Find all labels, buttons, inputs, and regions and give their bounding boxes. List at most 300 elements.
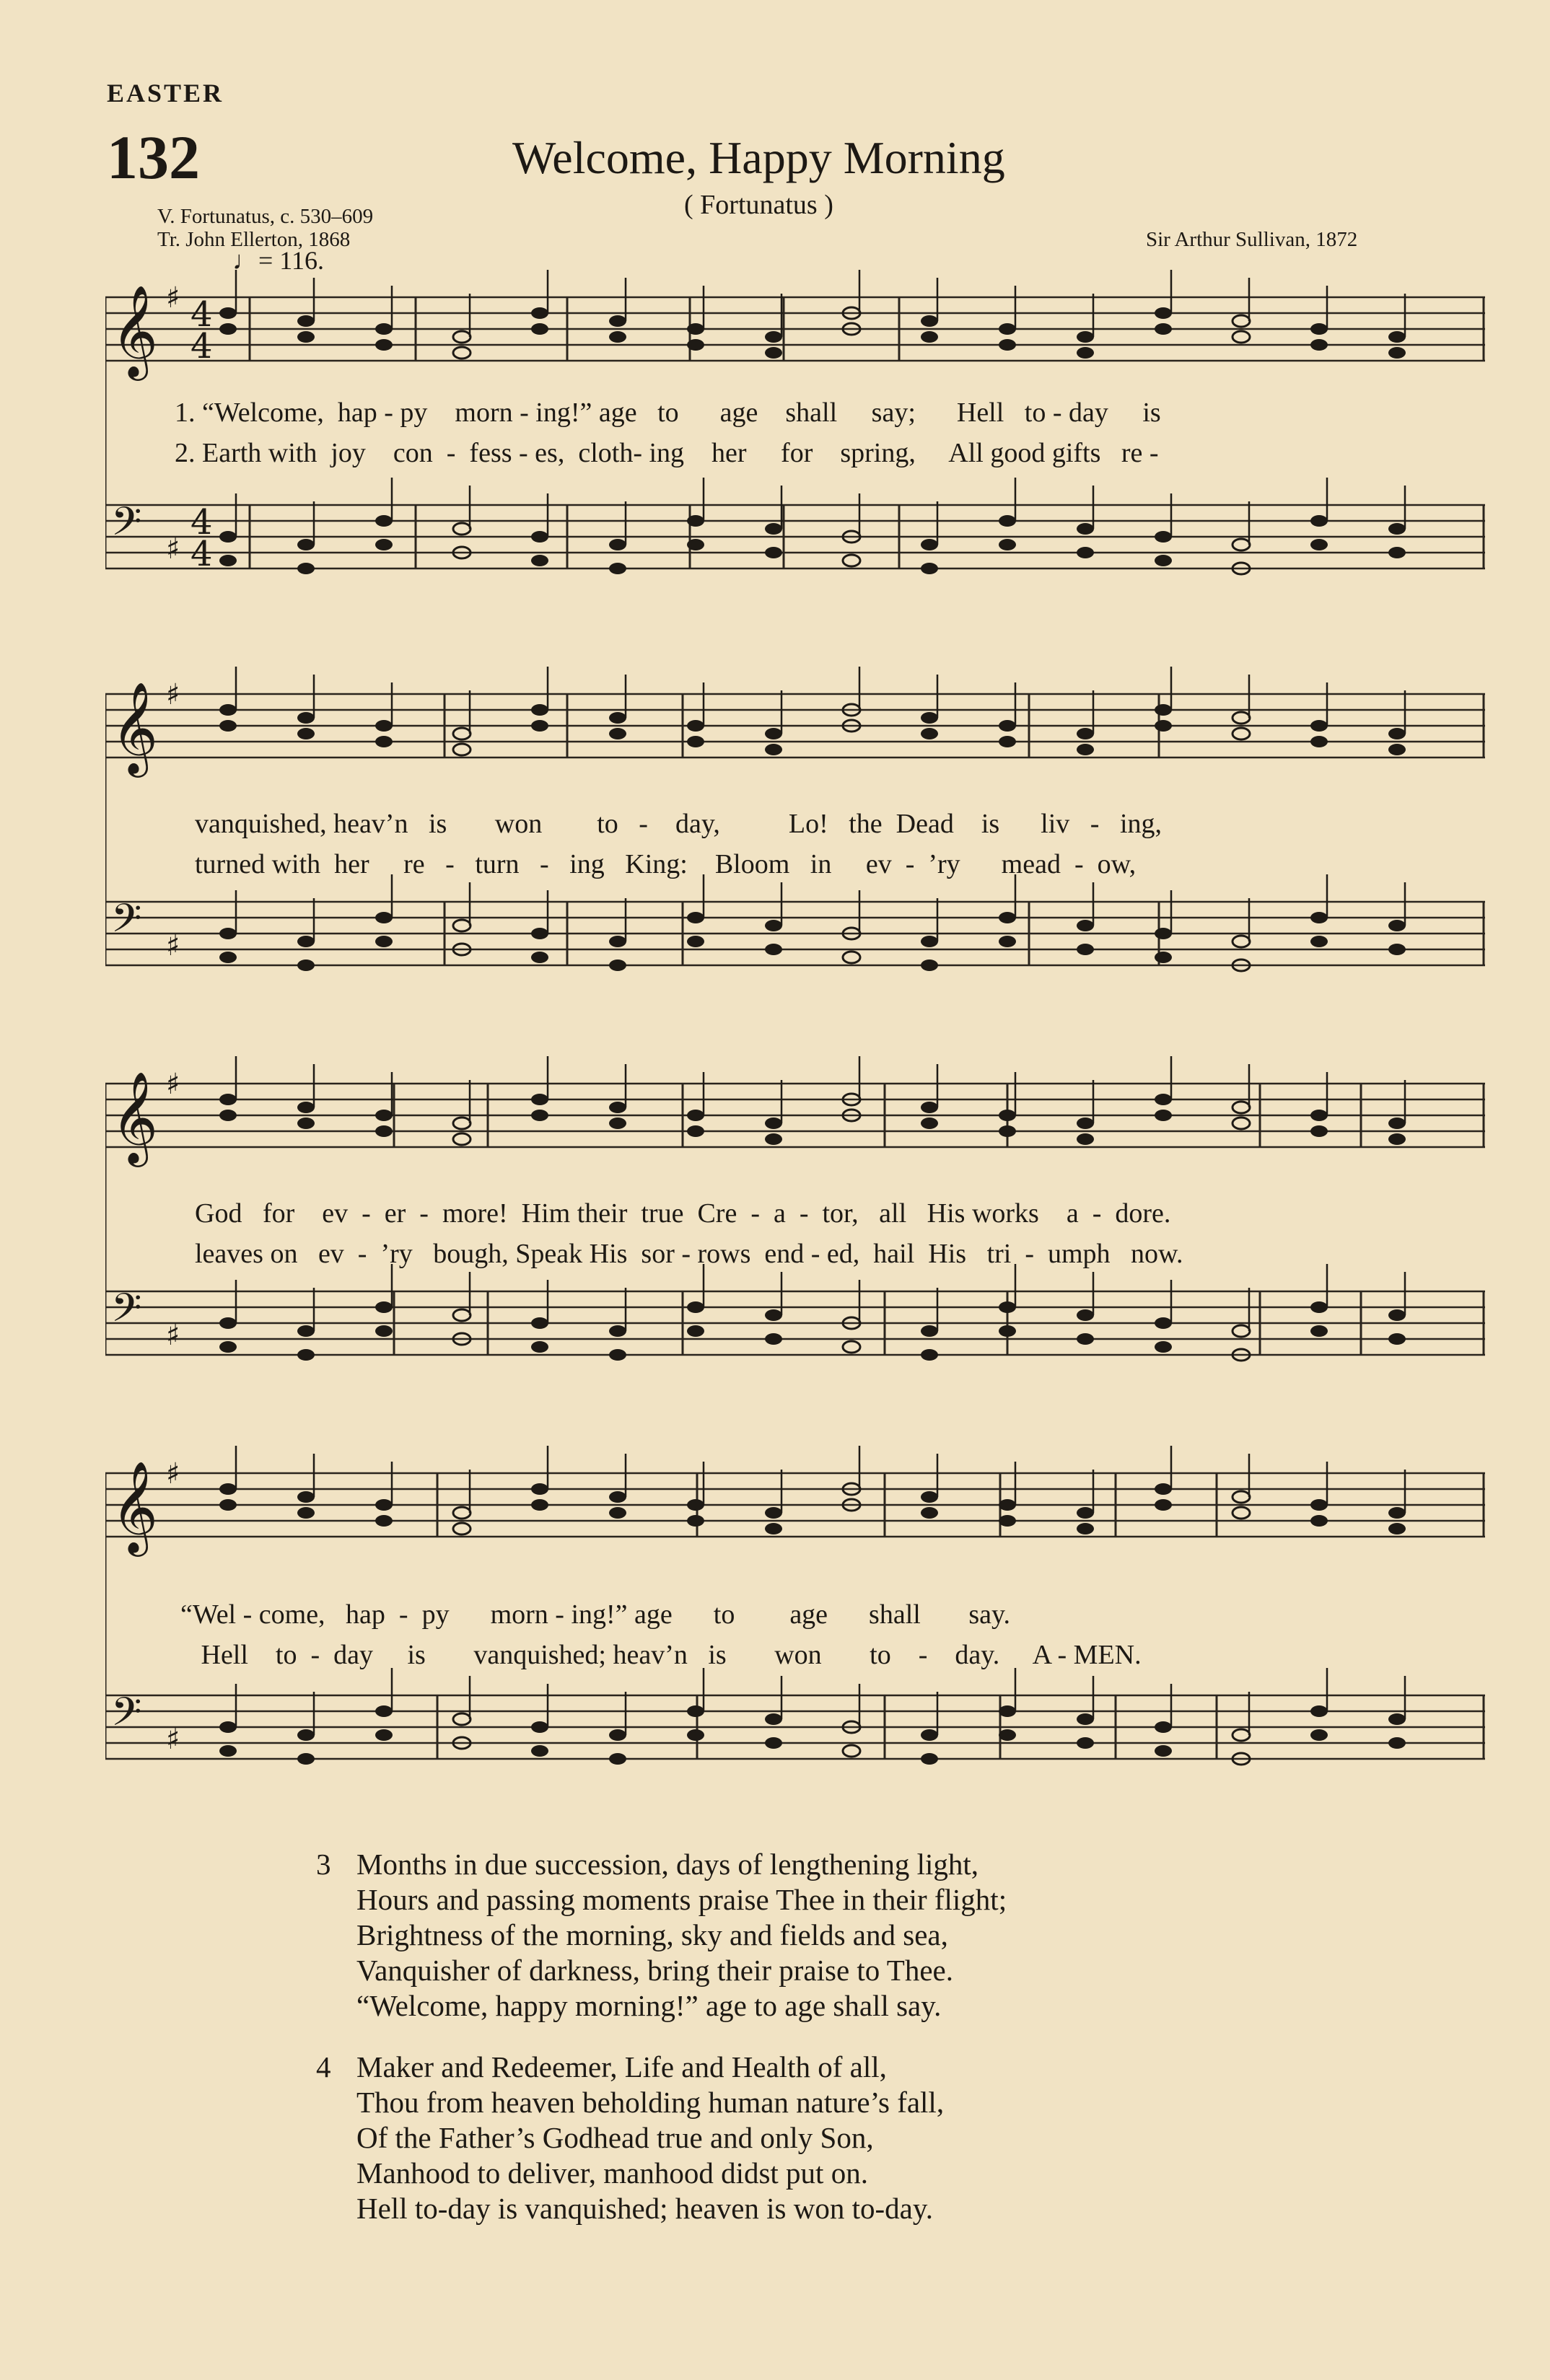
note-head	[1232, 712, 1250, 724]
note-head	[531, 1499, 548, 1511]
note-head	[219, 952, 237, 963]
note-head	[219, 1745, 237, 1757]
note-head	[219, 555, 237, 566]
note-head	[687, 736, 704, 747]
note-head	[453, 1523, 470, 1534]
note-head	[1388, 920, 1406, 931]
note-head	[999, 1125, 1016, 1137]
stanza-3	[316, 1847, 1007, 2024]
note-head	[687, 912, 704, 923]
note-head	[765, 728, 782, 739]
verse-line: Manhood to deliver, manhood didst put on.	[356, 2156, 868, 2190]
note-head	[1155, 1499, 1172, 1511]
note-head	[1077, 744, 1094, 755]
note-head	[921, 712, 938, 724]
note-head	[843, 1745, 860, 1757]
note-head	[453, 728, 470, 739]
note-head	[531, 1341, 548, 1353]
note-head	[921, 563, 938, 574]
note-head	[531, 1483, 548, 1495]
note-head	[765, 1713, 782, 1725]
note-head	[921, 1102, 938, 1113]
note-head	[921, 315, 938, 327]
system-2-lyric-verse-1: vanquished, heav’n is won to - day, Lo! the Dead is liv - ing,	[195, 809, 1162, 839]
note-head	[1155, 704, 1172, 716]
note-head	[1310, 1110, 1328, 1121]
note-head	[1155, 1317, 1172, 1329]
note-head	[219, 1317, 237, 1329]
note-head	[765, 1133, 782, 1145]
note-head	[375, 515, 393, 527]
verse-line: Maker and Redeemer, Life and Health of all,	[356, 2050, 887, 2083]
note-head	[609, 936, 626, 947]
note-head	[1388, 1507, 1406, 1519]
note-head	[297, 1325, 315, 1337]
note-head	[297, 1491, 315, 1503]
note-head	[297, 1753, 315, 1765]
note-head	[1155, 307, 1172, 319]
score-staves-4	[105, 1443, 1485, 1818]
note-head	[453, 1117, 470, 1129]
note-head	[1310, 912, 1328, 923]
note-head	[1310, 339, 1328, 351]
note-head	[999, 323, 1016, 335]
note-head	[375, 1301, 393, 1313]
note-head	[609, 1102, 626, 1113]
note-head	[765, 547, 782, 558]
music-system-4	[105, 1443, 1485, 1818]
note-head	[999, 1325, 1016, 1337]
note-head	[1388, 1117, 1406, 1129]
note-head	[375, 936, 393, 947]
note-head	[609, 331, 626, 343]
note-head	[1077, 547, 1094, 558]
note-head	[921, 539, 938, 550]
note-head	[219, 1483, 237, 1495]
note-head	[1310, 1301, 1328, 1313]
stanza-4	[316, 2050, 1007, 2226]
note-head	[609, 728, 626, 739]
note-head	[765, 1737, 782, 1749]
treble-staff	[105, 297, 1485, 361]
note-head	[1155, 720, 1172, 732]
note-head	[687, 1301, 704, 1313]
note-head	[297, 936, 315, 947]
time-signature-bottom: 4	[191, 534, 213, 574]
note-head	[453, 331, 470, 343]
time-signature-top: 4	[191, 502, 213, 543]
treble-clef-icon: 𝄞	[111, 681, 159, 773]
note-head	[687, 323, 704, 335]
bass-staff	[105, 1695, 1485, 1759]
author-line-1: V. Fortunatus, c. 530–609	[157, 205, 374, 228]
key-signature-sharp-icon: ♯	[166, 1319, 180, 1352]
note-head	[1077, 944, 1094, 955]
note-head	[219, 1094, 237, 1105]
note-head	[531, 952, 548, 963]
note-head	[1388, 523, 1406, 535]
treble-clef-icon: 𝄞	[111, 1460, 159, 1553]
note-head	[1232, 1102, 1250, 1113]
note-head	[1077, 1117, 1094, 1129]
bass-clef-icon: 𝄢	[111, 499, 142, 554]
note-head	[609, 563, 626, 574]
note-head	[1310, 720, 1328, 732]
note-head	[609, 1117, 626, 1129]
tempo-marking: ♩= 116.	[232, 246, 324, 275]
note-head	[1310, 323, 1328, 335]
note-head	[1388, 1737, 1406, 1749]
note-head	[765, 523, 782, 535]
note-head	[1155, 1721, 1172, 1733]
note-head	[921, 1117, 938, 1129]
note-head	[1077, 1523, 1094, 1534]
note-head	[1155, 928, 1172, 939]
note-head	[999, 1301, 1016, 1313]
system-2-lyric-verse-2: turned with her re - turn - ing King: Bloom in ev - ’ry mead - ow,	[195, 849, 1137, 879]
note-head	[219, 704, 237, 716]
note-head	[1077, 1333, 1094, 1345]
note-head	[921, 1753, 938, 1765]
note-head	[1310, 1325, 1328, 1337]
bass-clef-icon: 𝄢	[111, 1689, 142, 1744]
system-1-lyric-verse-2: 2. Earth with joy con - fess - es, cloth- ing her for spring, All good gifts re -	[175, 438, 1159, 468]
note-head	[375, 1125, 393, 1137]
note-head	[375, 736, 393, 747]
note-head	[609, 539, 626, 550]
note-head	[297, 1507, 315, 1519]
note-head	[687, 1325, 704, 1337]
note-head	[297, 1729, 315, 1741]
bass-staff	[105, 902, 1485, 965]
note-head	[765, 1309, 782, 1321]
section-heading: EASTER	[107, 79, 224, 107]
note-head	[843, 952, 860, 963]
note-head	[1155, 1341, 1172, 1353]
treble-clef-icon: 𝄞	[111, 1071, 159, 1163]
verse-line: Of the Father’s Godhead true and only Son,	[356, 2121, 874, 2154]
treble-staff	[105, 1473, 1485, 1537]
note-head	[531, 323, 548, 335]
note-head	[1155, 531, 1172, 543]
note-head	[1232, 1117, 1250, 1129]
note-head	[297, 960, 315, 971]
note-head	[921, 728, 938, 739]
note-head	[609, 712, 626, 724]
note-head	[609, 1729, 626, 1741]
treble-clef-icon: 𝄞	[111, 284, 159, 377]
note-head	[999, 1729, 1016, 1741]
note-head	[765, 1507, 782, 1519]
note-head	[1077, 1737, 1094, 1749]
note-head	[375, 1729, 393, 1741]
note-head	[531, 1094, 548, 1105]
note-head	[1388, 1713, 1406, 1725]
verse-line: “Welcome, happy morning!” age to age shall say.	[356, 1989, 942, 2022]
note-head	[1310, 1729, 1328, 1741]
system-3-lyric-verse-1: God for ev - er - more! Him their true Cre - a - tor, all His works a - dore.	[195, 1198, 1171, 1229]
note-head	[1388, 331, 1406, 343]
note-head	[609, 1325, 626, 1337]
note-head	[219, 928, 237, 939]
note-head	[1310, 515, 1328, 527]
time-signature-top: 4	[191, 294, 213, 335]
note-head	[297, 315, 315, 327]
note-head	[531, 555, 548, 566]
note-head	[999, 1110, 1016, 1121]
note-head	[1077, 1713, 1094, 1725]
note-head	[921, 1507, 938, 1519]
note-head	[1232, 315, 1250, 327]
note-head	[1155, 1483, 1172, 1495]
note-head	[375, 1515, 393, 1527]
note-head	[297, 1349, 315, 1361]
note-head	[1388, 1133, 1406, 1145]
key-signature-sharp-icon: ♯	[166, 929, 180, 962]
note-head	[765, 347, 782, 359]
note-head	[687, 539, 704, 550]
note-head	[531, 704, 548, 716]
note-head	[453, 347, 470, 359]
verse-line: Thou from heaven beholding human nature’s fall,	[356, 2086, 945, 2119]
note-head	[375, 539, 393, 550]
note-head	[453, 744, 470, 755]
note-head	[1232, 331, 1250, 343]
note-head	[1388, 744, 1406, 755]
note-head	[375, 323, 393, 335]
note-head	[921, 960, 938, 971]
note-head	[609, 1753, 626, 1765]
note-head	[297, 539, 315, 550]
note-head	[1310, 736, 1328, 747]
note-head	[687, 1729, 704, 1741]
note-head	[219, 323, 237, 335]
note-head	[297, 1117, 315, 1129]
note-head	[1155, 1110, 1172, 1121]
note-head	[1155, 555, 1172, 566]
note-head	[219, 1341, 237, 1353]
hymn-title: Welcome, Happy Morning	[512, 132, 1005, 183]
verse-line: Months in due succession, days of lengthening light,	[356, 1848, 979, 1881]
hymn-number: 132	[107, 123, 200, 192]
note-head	[765, 1117, 782, 1129]
key-signature-sharp-icon: ♯	[166, 678, 180, 711]
note-head	[453, 523, 470, 535]
note-head	[999, 720, 1016, 732]
note-head	[999, 936, 1016, 947]
note-head	[453, 1507, 470, 1519]
note-head	[1155, 323, 1172, 335]
system-3-lyric-verse-2: leaves on ev - ’ry bough, Speak His sor - rows end - ed, hail His tri - umph now.	[195, 1239, 1183, 1269]
note-head	[1077, 920, 1094, 931]
note-head	[1155, 1745, 1172, 1757]
note-head	[375, 1499, 393, 1511]
note-head	[921, 1349, 938, 1361]
note-head	[609, 315, 626, 327]
verse-line: Vanquisher of darkness, bring their praise to Thee.	[356, 1954, 953, 1987]
note-head	[375, 1110, 393, 1121]
note-head	[921, 1325, 938, 1337]
note-head	[531, 1317, 548, 1329]
music-system-2	[105, 664, 1485, 1003]
note-head	[1077, 728, 1094, 739]
note-head	[1232, 1491, 1250, 1503]
note-head	[687, 1125, 704, 1137]
note-head	[843, 555, 860, 566]
bass-clef-icon: 𝄢	[111, 1285, 142, 1340]
note-head	[531, 720, 548, 732]
note-head	[765, 1333, 782, 1345]
author-line-2: Tr. John Ellerton, 1868	[157, 228, 351, 251]
note-head	[531, 1745, 548, 1757]
note-head	[609, 1491, 626, 1503]
time-signature-bottom: 4	[191, 326, 213, 366]
note-head	[453, 1713, 470, 1725]
additional-verses	[316, 1847, 1007, 2252]
note-head	[765, 1523, 782, 1534]
stanza-number: 4	[316, 2050, 331, 2083]
note-head	[453, 1309, 470, 1321]
verse-line: Hell to-day is vanquished; heaven is won to-day.	[356, 2192, 933, 2225]
system-4-lyric-verse-2: Hell to - day is vanquished; heav’n is won to - day. A - MEN.	[180, 1640, 1142, 1670]
note-head	[1310, 1705, 1328, 1717]
note-head	[375, 339, 393, 351]
note-head	[297, 712, 315, 724]
note-head	[531, 928, 548, 939]
note-head	[1077, 523, 1094, 535]
note-head	[219, 531, 237, 543]
note-head	[219, 1499, 237, 1511]
note-head	[375, 720, 393, 732]
note-head	[1388, 1309, 1406, 1321]
note-head	[999, 1515, 1016, 1527]
key-signature-sharp-icon: ♯	[166, 1457, 180, 1490]
note-head	[687, 1499, 704, 1511]
note-head	[1232, 728, 1250, 739]
note-head	[1388, 728, 1406, 739]
music-system-1	[105, 267, 1485, 606]
note-head	[1232, 539, 1250, 550]
note-head	[1310, 1515, 1328, 1527]
note-head	[765, 331, 782, 343]
note-head	[1155, 1094, 1172, 1105]
note-head	[1310, 539, 1328, 550]
note-head	[219, 720, 237, 732]
note-head	[375, 912, 393, 923]
note-head	[453, 1133, 470, 1145]
system-1-lyric-verse-1: 1. “Welcome, hap - py morn - ing!” age to age shall say; Hell to - day is	[175, 398, 1161, 428]
note-head	[999, 1499, 1016, 1511]
note-head	[1232, 1507, 1250, 1519]
key-signature-sharp-icon: ♯	[166, 1068, 180, 1101]
note-head	[1310, 1125, 1328, 1137]
note-head	[1388, 944, 1406, 955]
treble-staff	[105, 1084, 1485, 1147]
note-head	[921, 1491, 938, 1503]
note-head	[1388, 547, 1406, 558]
note-head	[687, 936, 704, 947]
note-head	[999, 1705, 1016, 1717]
note-head	[1077, 1133, 1094, 1145]
note-head	[297, 728, 315, 739]
note-head	[687, 515, 704, 527]
key-signature-sharp-icon: ♯	[166, 532, 180, 566]
note-head	[375, 1325, 393, 1337]
note-head	[687, 1515, 704, 1527]
note-head	[687, 720, 704, 732]
key-signature-sharp-icon: ♯	[166, 281, 180, 315]
bass-staff	[105, 1291, 1485, 1355]
note-head	[921, 1729, 938, 1741]
note-head	[999, 539, 1016, 550]
note-head	[999, 736, 1016, 747]
note-head	[999, 339, 1016, 351]
tune-name: ( Fortunatus )	[684, 190, 833, 220]
note-head	[1388, 347, 1406, 359]
note-head	[765, 744, 782, 755]
note-head	[297, 331, 315, 343]
verse-line: Brightness of the morning, sky and fields and sea,	[356, 1918, 948, 1951]
note-head	[921, 331, 938, 343]
note-head	[1310, 936, 1328, 947]
note-head	[219, 1110, 237, 1121]
note-head	[1388, 1523, 1406, 1534]
note-head	[1388, 1333, 1406, 1345]
bass-clef-icon: 𝄢	[111, 895, 142, 951]
note-head	[297, 1102, 315, 1113]
note-head	[1232, 1325, 1250, 1337]
composer-credit: Sir Arthur Sullivan, 1872	[1146, 228, 1358, 251]
note-head	[1232, 1729, 1250, 1741]
note-head	[219, 1721, 237, 1733]
note-head	[219, 307, 237, 319]
note-head	[1077, 1309, 1094, 1321]
note-head	[999, 515, 1016, 527]
stanza-number: 3	[316, 1848, 331, 1881]
note-head	[453, 920, 470, 931]
note-head	[765, 944, 782, 955]
note-head	[297, 563, 315, 574]
note-head	[609, 960, 626, 971]
note-head	[687, 1705, 704, 1717]
music-system-3	[105, 1053, 1485, 1392]
author-credit	[157, 205, 373, 251]
note-head	[687, 339, 704, 351]
key-signature-sharp-icon: ♯	[166, 1723, 180, 1756]
note-head	[1310, 1499, 1328, 1511]
note-head	[921, 936, 938, 947]
note-head	[1077, 331, 1094, 343]
note-head	[765, 920, 782, 931]
note-head	[1155, 952, 1172, 963]
note-head	[375, 1705, 393, 1717]
note-head	[1077, 1507, 1094, 1519]
note-head	[687, 1110, 704, 1121]
verse-line: Hours and passing moments praise Thee in their flight;	[356, 1883, 1007, 1916]
note-head	[531, 1110, 548, 1121]
note-head	[999, 912, 1016, 923]
note-head	[531, 531, 548, 543]
note-head	[1077, 347, 1094, 359]
note-head	[609, 1349, 626, 1361]
bass-staff	[105, 505, 1485, 568]
note-head	[843, 1341, 860, 1353]
note-head	[1232, 936, 1250, 947]
note-head	[531, 307, 548, 319]
score-staves-1	[105, 267, 1485, 606]
note-head	[531, 1721, 548, 1733]
note-head	[609, 1507, 626, 1519]
